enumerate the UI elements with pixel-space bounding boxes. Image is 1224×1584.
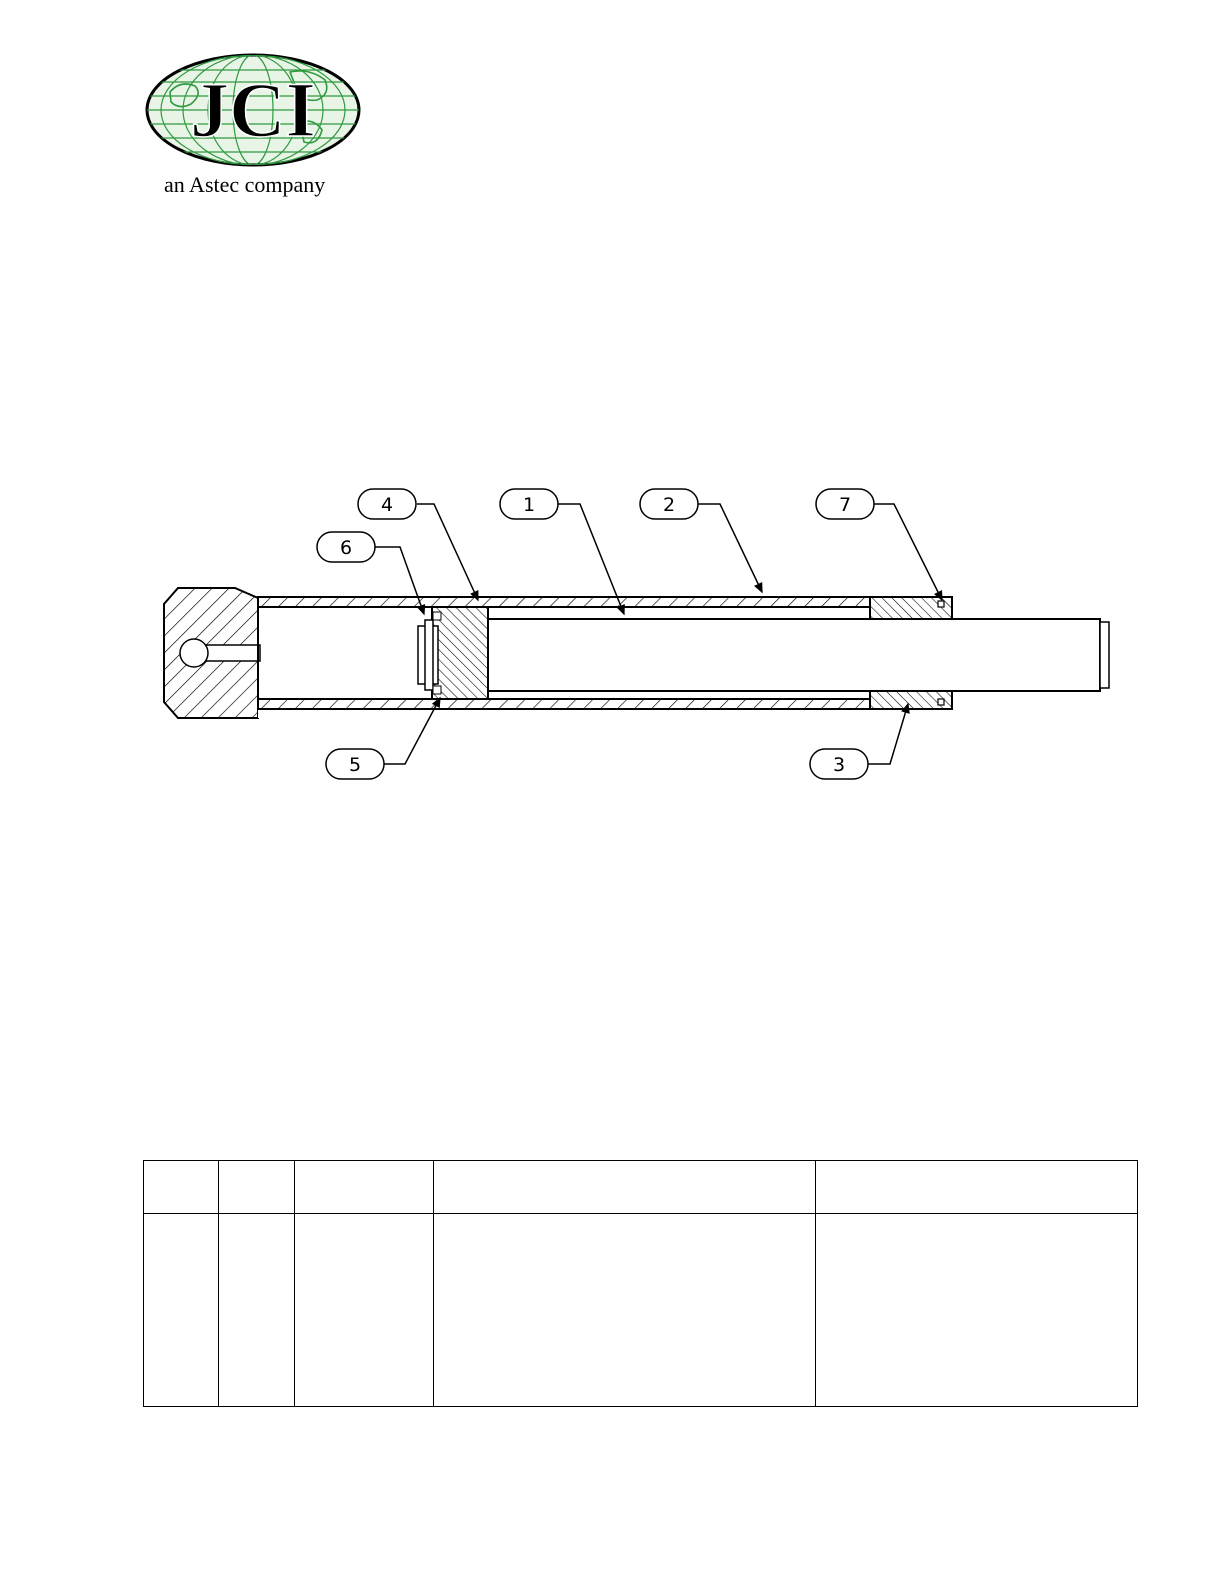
callout-6	[317, 532, 375, 562]
table-header-cell	[219, 1161, 295, 1214]
table-cell	[295, 1214, 434, 1407]
parts-table	[143, 1160, 1138, 1407]
svg-text:5: 5	[348, 754, 362, 776]
svg-text:4: 4	[380, 494, 394, 516]
table-cell	[144, 1214, 219, 1407]
globe-logo-icon	[140, 52, 370, 172]
table-row	[144, 1214, 1138, 1407]
table-cell	[816, 1214, 1138, 1407]
table-header-cell	[295, 1161, 434, 1214]
cylinder-piston	[418, 607, 488, 699]
svg-text:1: 1	[522, 494, 536, 516]
callout-1	[500, 489, 558, 519]
table-cell	[434, 1214, 816, 1407]
table-cell	[219, 1214, 295, 1407]
svg-text:7: 7	[838, 494, 852, 516]
callout-4	[358, 489, 416, 519]
table-header-cell	[144, 1161, 219, 1214]
cylinder-rod	[488, 619, 1109, 691]
callout-5	[326, 749, 384, 779]
callout-3	[810, 749, 868, 779]
svg-text:6: 6	[339, 537, 353, 559]
svg-text:2: 2	[662, 494, 676, 516]
callout-2	[640, 489, 698, 519]
table-header-cell	[816, 1161, 1138, 1214]
table-header-cell	[434, 1161, 816, 1214]
cylinder-section-diagram	[150, 480, 1130, 790]
table-header-row	[144, 1161, 1138, 1214]
cylinder-end-cap	[164, 588, 268, 718]
callout-7	[816, 489, 874, 519]
svg-text:3: 3	[832, 754, 846, 776]
logo-tagline: an Astec company	[164, 172, 326, 197]
logo-letters: JCI	[190, 66, 316, 153]
